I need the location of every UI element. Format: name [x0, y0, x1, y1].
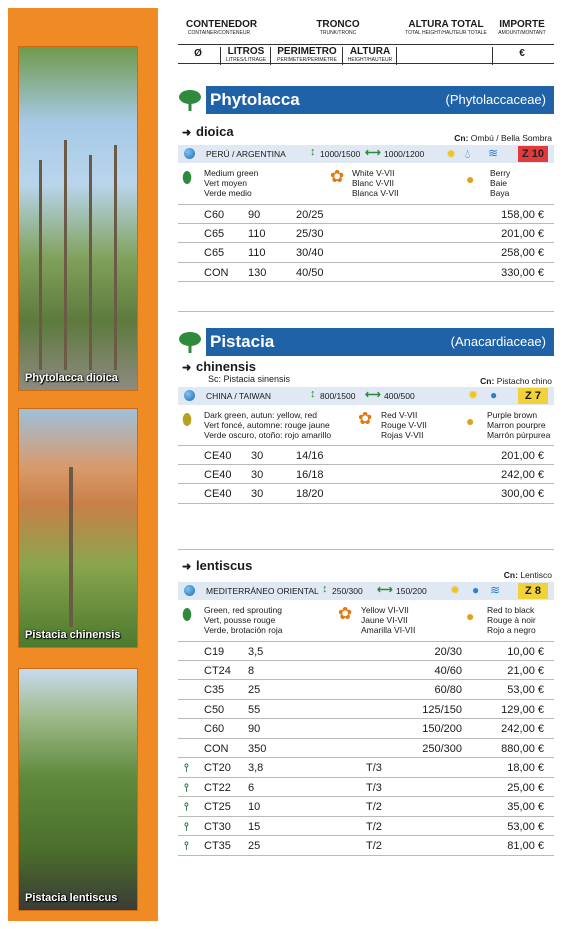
leaf-description: Medium green Vert moyen Verde medio	[204, 168, 259, 198]
table-row: C60 90 20/25 158,00 €	[178, 204, 554, 224]
hardiness-zone-badge: Z 10	[518, 146, 548, 162]
family-name: (Phytolaccaceae)	[445, 92, 546, 107]
price-table-chinensis	[178, 445, 554, 504]
height-arrow-icon: ↕	[310, 146, 316, 158]
width-arrow-icon: ⟷	[365, 147, 381, 159]
water-drop-icon: 💧︎	[465, 146, 471, 161]
photo-phytolacca-dioica	[18, 46, 138, 391]
section-divider	[178, 311, 554, 312]
table-row: CON 350 250/300 880,00 €	[178, 739, 554, 759]
table-row: CON 130 40/50 330,00 €	[178, 263, 554, 283]
species-lentiscus: ➜ lentiscus	[182, 558, 253, 573]
common-name: Cn: Pistacho chino	[480, 376, 552, 386]
sun-icon: ✹	[446, 147, 457, 161]
height-range: 800/1500	[320, 391, 356, 401]
table-row: C50 55 125/150 129,00 €	[178, 700, 554, 720]
common-name: Cn: Lentisco	[503, 570, 552, 580]
flower-icon: ✿	[338, 604, 353, 623]
properties-row	[178, 603, 554, 643]
origin-row	[178, 145, 554, 163]
height-arrow-icon: ↕	[322, 583, 328, 595]
header-altura: ALTURA HEIGHT/HAUTEUR	[347, 46, 393, 63]
hardiness-zone-badge: Z 8	[518, 583, 548, 599]
origin-text: MEDITERRÁNEO ORIENTAL	[206, 586, 319, 596]
family-name: (Anacardiaceae)	[450, 334, 546, 349]
table-row: ⫯ CT35 25 T/2 81,00 €	[178, 836, 554, 856]
table-row: ⫯ CT22 6 T/3 25,00 €	[178, 778, 554, 798]
arrow-icon: ➜	[182, 127, 192, 139]
genus-name: Phytolacca	[210, 90, 300, 109]
origin-text: PERÚ / ARGENTINA	[206, 149, 286, 159]
stake-icon: ⫯	[184, 820, 189, 833]
photo-caption: Phytolacca dioica	[25, 372, 118, 384]
leaf-icon: ⬮	[182, 170, 193, 187]
globe-icon	[184, 390, 195, 401]
header-contenedor: CONTENEDOR CONTAINER/CONTENEUR	[186, 19, 258, 36]
header-importe: IMPORTE AMOUNT/MONTANT	[498, 19, 546, 36]
photo-sidebar	[8, 8, 158, 921]
header-altura-total: ALTURA TOTAL TOTAL HEIGHT/HAUTEUR TOTALE	[405, 19, 487, 36]
flower-icon: ✿	[330, 167, 345, 186]
flower-icon: ✿	[358, 409, 373, 428]
globe-icon	[184, 148, 195, 159]
tree-icon	[178, 330, 202, 354]
table-row: CE40 30 18/20 300,00 €	[178, 484, 554, 504]
price-table-lentiscus	[178, 641, 554, 856]
fruit-icon: ●	[466, 171, 475, 187]
height-range: 250/300	[332, 586, 363, 596]
water-drop-icon: ●	[472, 583, 480, 597]
table-row: C65 110 25/30 201,00 €	[178, 224, 554, 244]
arrow-icon: ➜	[182, 561, 192, 573]
species-synonym: Sc: Pistacia sinensis	[208, 374, 291, 384]
height-arrow-icon: ↕	[310, 388, 316, 400]
family-bar-pistacia	[178, 328, 554, 356]
table-row: C19 3,5 20/30 10,00 €	[178, 641, 554, 661]
globe-icon	[184, 585, 195, 596]
origin-row	[178, 387, 554, 405]
width-range: 1000/1200	[384, 149, 425, 159]
table-row: C35 25 60/80 53,00 €	[178, 680, 554, 700]
leaf-icon: ⬮	[182, 412, 193, 429]
sun-shade-icon: ✹	[450, 583, 461, 597]
table-row: CT24 8 40/60 21,00 €	[178, 661, 554, 681]
photo-caption: Pistacia lentiscus	[25, 892, 118, 904]
photo-pistacia-chinensis	[18, 408, 138, 648]
stake-icon: ⫯	[184, 840, 189, 852]
wind-icon: ≋	[488, 146, 499, 160]
leaf-description: Green, red sprouting Vert, pousse rouge Verde, brotación roja	[204, 605, 283, 635]
leaf-description: Dark green, autun: yellow, red Vert foncé, automne: rouge jaune Verde oscuro, otoño: rojo amarillo	[204, 410, 332, 440]
fruit-description: Red to black Rouge à noir Rojo a negro	[487, 605, 536, 635]
water-drop-icon: ●	[490, 388, 498, 402]
header-currency: €	[519, 48, 525, 59]
header-litros: LITROS LITRES/LITRAGE	[225, 46, 267, 63]
species-dioica: ➜ dioica	[182, 124, 234, 139]
flower-description: Yellow VI-VII Jaune VI-VII Amarilla VI-VII	[361, 605, 416, 635]
common-name: Cn: Ombú / Bella Sombra	[454, 133, 552, 143]
width-arrow-icon: ⟷	[365, 389, 381, 401]
origin-row	[178, 582, 554, 600]
section-divider	[178, 549, 554, 550]
table-row: C60 90 150/200 242,00 €	[178, 719, 554, 739]
width-arrow-icon: ⟷	[377, 584, 393, 596]
table-row: ⫯ CT25 10 T/2 35,00 €	[178, 797, 554, 817]
wind-icon: ≋	[490, 583, 501, 597]
fruit-description: Purple brown Marron pourpre Marrón púrpurea	[487, 410, 551, 440]
header-diameter: Ø	[194, 48, 202, 59]
flower-description: White V-VII Blanc V-VII Blanca V-VII	[352, 168, 399, 198]
origin-text: CHINA / TAIWAN	[206, 391, 272, 401]
fruit-description: Berry Baie Baya	[490, 168, 511, 198]
table-row: CE40 30 14/16 201,00 €	[178, 445, 554, 465]
flower-description: Red V-VII Rouge V-VII Rojas V-VII	[381, 410, 427, 440]
genus-name: Pistacia	[210, 332, 275, 351]
width-range: 400/500	[384, 391, 415, 401]
properties-row	[178, 166, 554, 206]
header-tronco: TRONCO TRUNK/TRONC	[316, 19, 360, 36]
fruit-icon: ●	[466, 413, 475, 429]
column-header	[178, 20, 554, 64]
table-row: CE40 30 16/18 242,00 €	[178, 465, 554, 485]
family-bar-phytolacca	[178, 86, 554, 114]
species-chinensis: ➜ chinensis Sc: Pistacia sinensis	[182, 359, 291, 384]
stake-icon: ⫯	[184, 801, 189, 813]
photo-caption: Pistacia chinensis	[25, 629, 121, 641]
stake-icon: ⫯	[184, 781, 189, 794]
table-row: ⫯ CT20 3,8 T/3 18,00 €	[178, 758, 554, 778]
sun-shade-icon: ✹	[468, 388, 479, 402]
width-range: 150/200	[396, 586, 427, 596]
header-perimetro: PERIMETRO PERIMETER/PERIMETRE	[277, 46, 337, 63]
table-row: ⫯ CT30 15 T/2 53,00 €	[178, 817, 554, 837]
fruit-icon: ●	[466, 608, 475, 624]
tree-icon	[178, 88, 202, 112]
table-row: C65 110 30/40 258,00 €	[178, 243, 554, 263]
properties-row	[178, 408, 554, 448]
height-range: 1000/1500	[320, 149, 361, 159]
price-table-phytolacca	[178, 204, 554, 282]
hardiness-zone-badge: Z 7	[518, 388, 548, 404]
photo-pistacia-lentiscus	[18, 668, 138, 911]
stake-icon: ⫯	[184, 762, 189, 774]
arrow-icon: ➜	[182, 362, 192, 374]
leaf-icon: ⬮	[182, 607, 193, 624]
